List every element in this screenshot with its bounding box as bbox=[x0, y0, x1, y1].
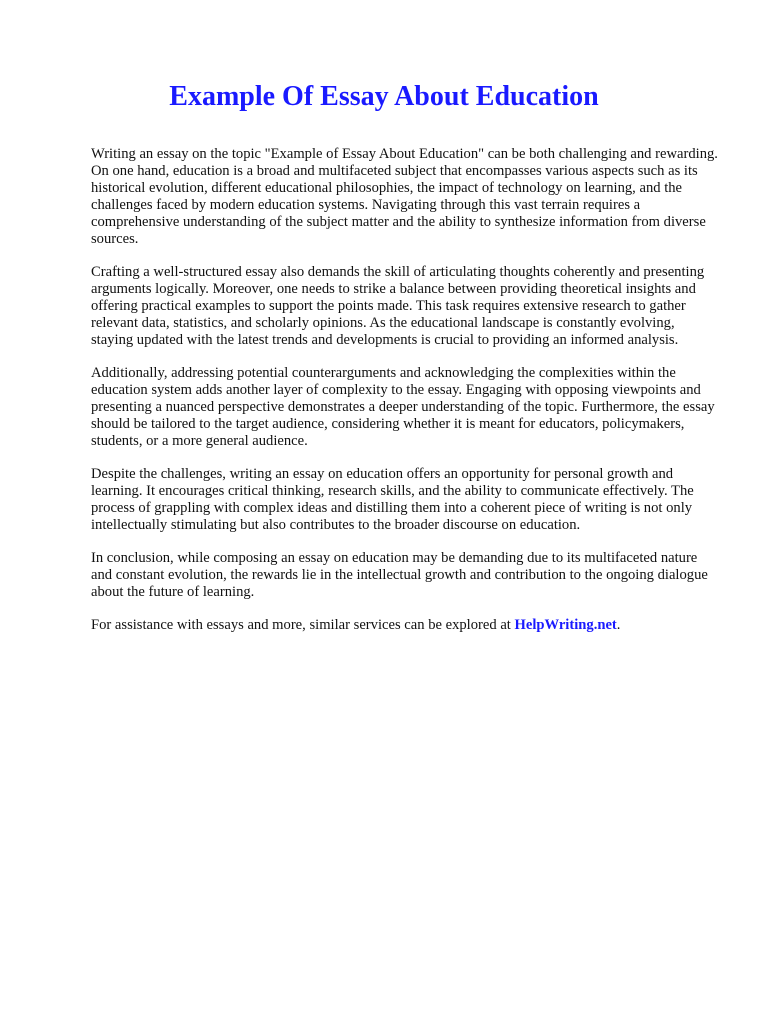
page-title: Example Of Essay About Education bbox=[169, 81, 599, 112]
paragraph-2: Crafting a well-structured essay also demands the skill of articulating thoughts coherently and presenting arguments logically. Moreover, one needs to strike a balance between providing theoretical insights and offering practical examples to support the points made. This task requires extensive research to gather relevant data, statistics, and scholarly opinions. As the educational landscape is constantly evolving, staying updated with the latest trends and developments is crucial to providing an informed analysis. bbox=[91, 264, 705, 348]
paragraph-5: In conclusion, while composing an essay on education may be demanding due to its multifaceted nature and constant evolution, the rewards lie in the intellectual growth and contribution to the ongoing dialogue about the future of learning. bbox=[91, 550, 708, 600]
paragraph-1: Writing an essay on the topic "Example of Essay About Education" can be both challenging and rewarding. On one hand, education is a broad and multifaceted subject that encompasses various aspects such as its historical evolution, different educational philosophies, the impact of technology on learning, and the challenges faced by modern education systems. Navigating through this vast terrain requires a comprehensive understanding of the subject matter and the ability to synthesize information from diverse sources. bbox=[91, 146, 718, 247]
paragraph-3: Additionally, addressing potential counterarguments and acknowledging the complexities within the education system adds another layer of complexity to the essay. Engaging with opposing viewpoints and presenting a nuanced perspective demonstrates a deeper understanding of the topic. Furthermore, the essay should be tailored to the target audience, considering whether it is meant for educators, policymakers, students, or a more general audience. bbox=[91, 365, 715, 449]
essay-body bbox=[91, 146, 719, 650]
paragraph-4: Despite the challenges, writing an essay on education offers an opportunity for personal growth and learning. It encourages critical thinking, research skills, and the ability to communicate effectively. The process of grappling with complex ideas and distilling them into a coherent piece of writing is not only intellectually stimulating but also contributes to the broader discourse on education. bbox=[91, 466, 694, 533]
closing-paragraph bbox=[91, 617, 719, 634]
closing-text: For assistance with essays and more, similar services can be explored at bbox=[91, 617, 515, 633]
closing-suffix: . bbox=[616, 617, 621, 633]
helpwriting-link[interactable]: HelpWriting.net bbox=[514, 617, 617, 633]
